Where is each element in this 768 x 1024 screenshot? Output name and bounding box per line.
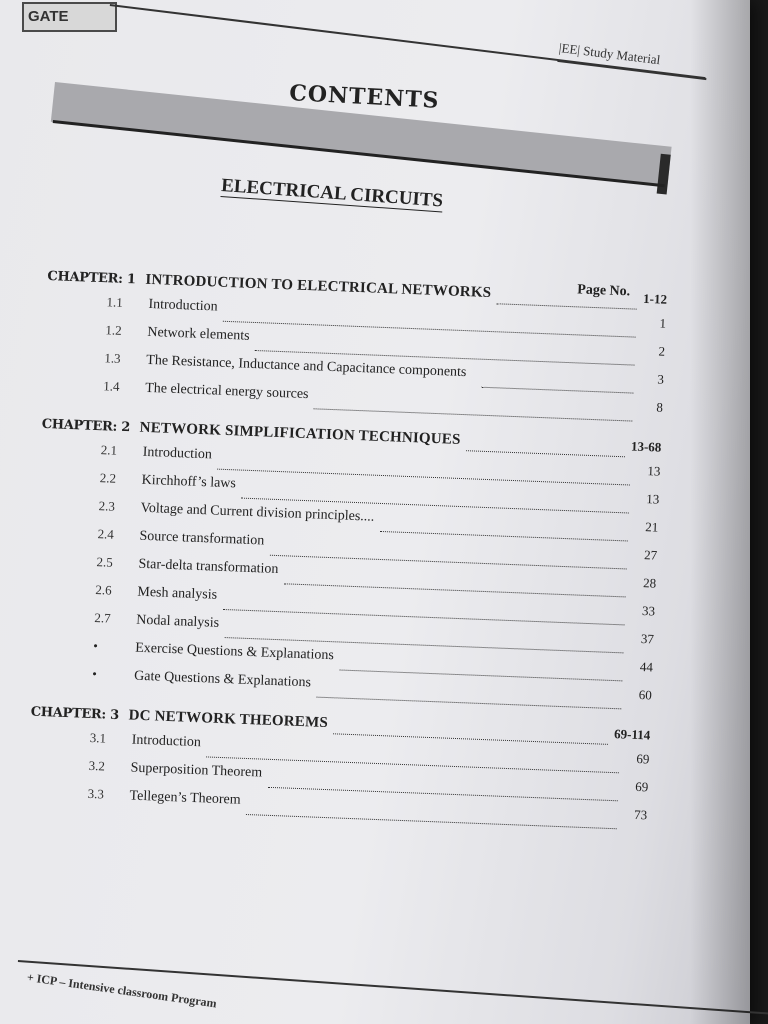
entry-number: 2.7: [94, 610, 111, 626]
chapter-3: [27, 704, 651, 836]
chapter-1: [43, 268, 668, 428]
entry-page: 8: [656, 399, 664, 415]
logo-text: GATE: [28, 8, 69, 25]
entry-title: Introduction: [148, 296, 218, 315]
publisher-logo: [22, 2, 117, 32]
page-curl-shadow: [690, 0, 750, 1024]
entry-page: 44: [639, 659, 654, 675]
banner-shade: [657, 154, 671, 195]
chapter-title: NETWORK SIMPLIFICATION TECHNIQUES: [139, 419, 461, 448]
entry-page: 21: [644, 519, 659, 535]
entry-page: 2: [658, 343, 666, 359]
entry-number: 3.1: [89, 729, 107, 746]
dot-leader: [466, 449, 625, 457]
entry-page: 1: [659, 315, 667, 331]
entry-page: 69: [636, 750, 650, 767]
bullet-icon: •: [91, 666, 98, 682]
entry-number: 1.3: [104, 350, 121, 366]
header-tag: [558, 40, 661, 68]
entry-page: 27: [643, 547, 658, 563]
chapter-2: [31, 416, 661, 716]
entry-title: Introduction: [131, 732, 202, 751]
entry-page: 73: [633, 806, 648, 823]
entry-title: Exercise Questions & Explanations: [134, 640, 335, 664]
dot-leader: [314, 407, 632, 421]
entry-number: 1.1: [106, 294, 124, 310]
entry-title: The Resistance, Inductance and Capacitance components: [146, 352, 467, 381]
entry-number: 2.1: [100, 442, 118, 458]
contents-title: CONTENTS: [288, 80, 441, 114]
entry-title: Introduction: [142, 444, 213, 463]
entry-page: 13: [646, 491, 660, 507]
entry-title: Network elements: [147, 324, 250, 344]
chapter-label: CHAPTER: 3: [30, 704, 120, 724]
subject-title: ELECTRICAL CIRCUITS: [220, 175, 444, 212]
page-no-label: Page No.: [577, 282, 631, 300]
entry-number: 3.3: [87, 785, 105, 802]
entry-number: 1.4: [103, 378, 120, 394]
entry-title: Mesh analysis: [137, 584, 218, 603]
chapter-label: CHAPTER: 1: [47, 268, 136, 288]
entry-page: 33: [641, 603, 656, 619]
footer-text: + ICP – Intensive classroom Program: [26, 970, 218, 1011]
entry-title: Gate Questions & Explanations: [133, 668, 312, 691]
entry-title: Kirchhoff’s laws: [141, 472, 237, 492]
entry-number: 2.2: [99, 470, 117, 486]
entry-title: Superposition Theorem: [130, 760, 263, 781]
entry-number: 2.6: [95, 582, 112, 598]
chapter-pages: 13-68: [630, 438, 662, 455]
entry-title: Source transformation: [139, 528, 265, 549]
entry-page: 3: [657, 371, 665, 387]
entry-number: 2.5: [96, 554, 114, 570]
chapter-label: CHAPTER: 2: [41, 416, 131, 436]
chapter-title: INTRODUCTION TO ELECTRICAL NETWORKS: [145, 271, 492, 302]
entry-number: 2.4: [97, 526, 115, 542]
chapter-pages: 69-114: [613, 726, 651, 743]
banner-underline: [53, 120, 665, 187]
entry-page: 13: [647, 463, 661, 479]
entry-title: Tellegen’s Theorem: [129, 788, 241, 808]
dot-leader: [497, 302, 637, 309]
entry-title: Voltage and Current division principles....: [140, 500, 375, 525]
entry-title: The electrical energy sources: [144, 380, 309, 403]
dot-leader: [481, 386, 633, 394]
entry-page: 60: [638, 687, 653, 703]
entry-page: 69: [635, 778, 649, 795]
dot-leader: [246, 813, 617, 829]
entry-number: 3.2: [88, 757, 106, 774]
entry-title: Nodal analysis: [136, 612, 220, 631]
chapter-title: DC NETWORK THEOREMS: [128, 707, 329, 732]
entry-number: 2.3: [98, 498, 116, 514]
bullet-icon: •: [93, 638, 99, 654]
entry-page: 28: [642, 575, 657, 591]
header-tag-text: |EE| Study Material: [558, 40, 662, 68]
dot-leader: [316, 696, 621, 710]
chapter-pages: 1-12: [642, 290, 668, 307]
entry-page: 37: [640, 631, 655, 647]
entry-number: 1.2: [105, 322, 122, 338]
table-of-contents: [26, 262, 667, 847]
entry-title: Star-delta transformation: [138, 556, 279, 578]
